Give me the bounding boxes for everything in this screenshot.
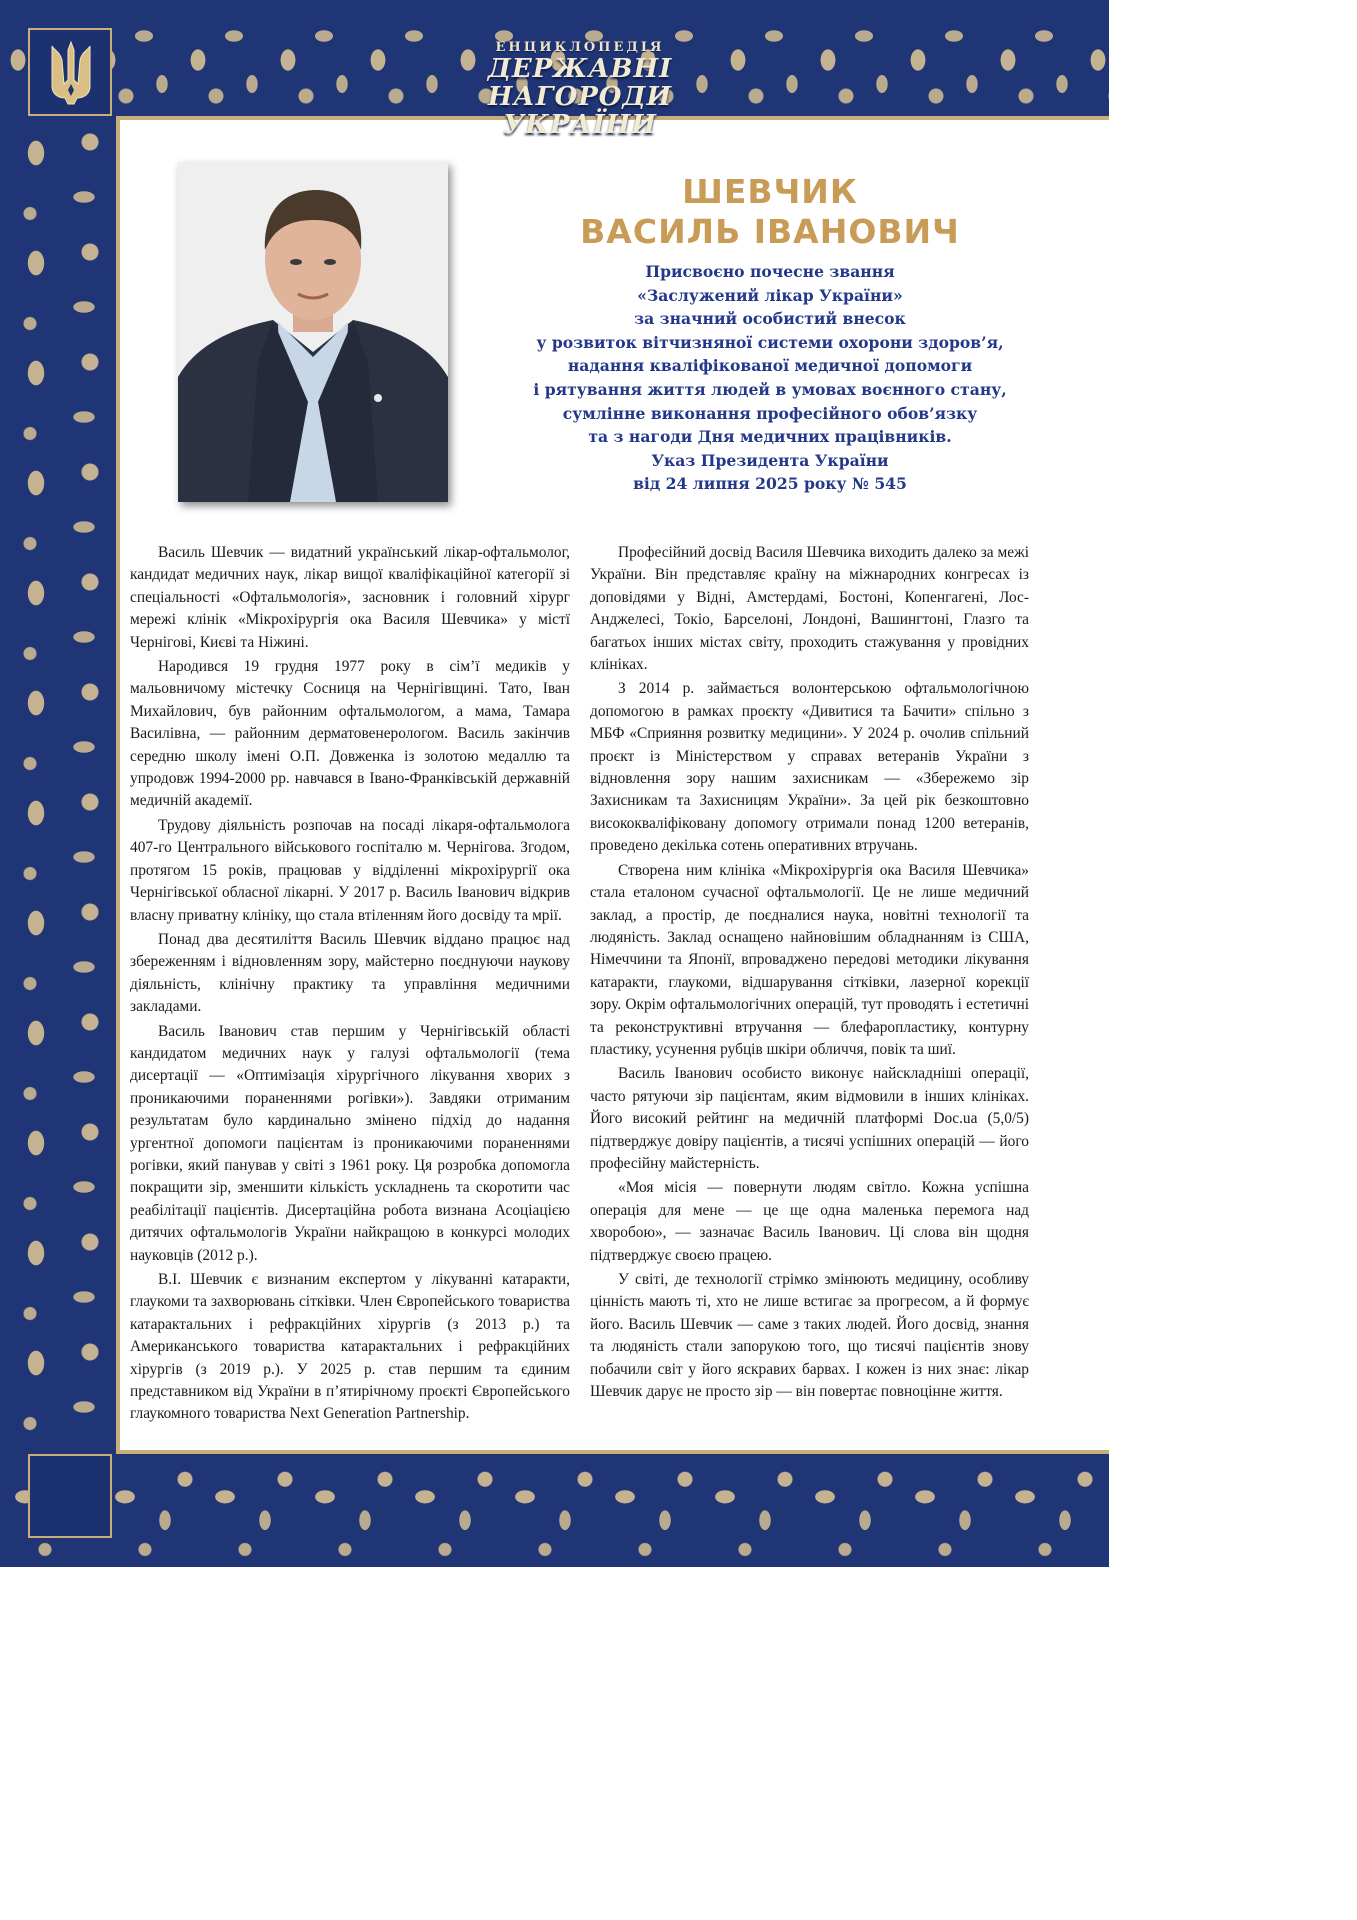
award-line: і рятування життя людей в умовах воєнного стану, — [533, 379, 1007, 399]
biography-paragraph: Трудову діяльність розпочав на посаді лікаря-офтальмолога 407-го Центрального військового госпіталю м. Чернігова. Згодом, протягом 15 років, працював у відділенні мікрохірургії ока Чернігівської обласної лікарні. У 2017 р. Василь Іванович відкрив власну приватну клініку, що стала втіленням його досвіду та мрії. — [130, 816, 570, 924]
person-surname: ШЕВЧИК — [682, 172, 858, 211]
biography-paragraph: З 2014 р. займається волонтерською офтальмологічною допомогою в рамках проєкту «Дивитися та Бачити» спільно з МБФ «Сприяння розвитку медицини». У 2024 р. очолив спільний проєкт із Міністерством у справах ветеранів України з відновлення зору нашим захисникам — «Збережемо зір Захисникам та Захисницям України». За цей рік безкоштовно висококваліфіковану допомогу отримали понад 1200 ветеранів, проведено декілька сотень оперативних втручань. — [590, 680, 1029, 855]
biography-paragraph: Професійний досвід Василя Шевчика виходить далеко за межі України. Він представляє країну на міжнародних конгресах із доповідями у Відні, Амстердамі, Бостоні, Копенгагені, Лос-Анджелесі, Токіо, Барселоні, Лондоні, Вашингтоні, Глазго та багатьох інших містах світу, проходить стажування у провідних клініках. — [590, 544, 1029, 674]
biography-paragraph: У світі, де технології стрімко змінюють медицину, особливу цінність мають ті, хто не лише встигає за прогресом, а й формує його. Василь Шевчик — саме з таких людей. Його досвід, знання та людяність стали запорукою того, що тисячі пацієнтів знову побачили світ у його яскравих барвах. І кожен із них знає: лікар Шевчик дарує не просто зір — він повертає повноцінне життя. — [590, 1271, 1029, 1401]
award-line: Присвоєно почесне звання — [645, 262, 895, 281]
trident-emblem-icon — [50, 40, 92, 106]
biography-paragraph: Створена ним клініка «Мікрохірургія ока Василя Шевчика» стала еталоном сучасної офтальмології. Це не лише медичний заклад, а простір, де поєдналися наука, новітні технології та людяність. Заклад оснащено найновішим обладнанням із США, Німеччини та Японії, впроваджено передові методики лікування катаракти, глаукоми, відшарування сітківки, лазерної корекції зору. Окрім офтальмологічних операцій, тут проводять і естетичні та реконструктивні втручання — блефаропластику, контурну пластику, усунення рубців шкіри обличчя, повік та шиї. — [590, 861, 1029, 1058]
portrait-illustration — [178, 162, 448, 502]
award-statement — [520, 260, 1020, 496]
header-title-line1: ДЕРЖАВНІ НАГОРОДИ — [487, 54, 673, 112]
biography-paragraph: Василь Іванович особисто виконує найскладніші операції, часто рятуючи зір пацієнтам, яким відмовили в інших клініках. Його високий рейтинг на медичній платформі Doc.ua (5,0/5) підтверджує довіру пацієнтів, а тисячі успішних операцій — його професійну майстерність. — [590, 1065, 1029, 1172]
encyclopedia-header — [400, 40, 760, 140]
frame-gold-line-bottom — [116, 1450, 1109, 1454]
award-line: від 24 липня 2025 року № 545 — [633, 474, 907, 494]
award-line: «Заслужений лікар України» — [637, 285, 903, 305]
biography-paragraph: «Моя місія — повернути людям світло. Кожна успішна операція для мене — це ще одна маленька перемога над хворобою», — зазначає Василь Іванович. Ці слова він щодня підтверджує своєю працею. — [590, 1179, 1029, 1264]
biography-paragraph: Понад два десятиліття Василь Шевчик віддано працює над збереженням і відновленням зору, майстерно поєднуючи наукову діяльність, клінічну практику та управління медичними закладами. — [130, 930, 570, 1016]
ornament-frame-bottom — [0, 1450, 1109, 1567]
person-name-block — [530, 172, 1010, 252]
header-subtitle: ЕНЦИКЛОПЕДІЯ — [495, 40, 665, 55]
award-line: надання кваліфікованої медичної допомоги — [567, 356, 973, 376]
frame-gold-line-left — [116, 116, 120, 1454]
biography-paragraph: В.І. Шевчик є визнаним експертом у лікуванні катаракти, глаукоми та захворювань сітківки. Член Європейського товариства катарактальних і рефракційних хірургів (з 2013 р.) та Американського товариства катарактальних і рефракційних хірургів (з 2019 р.). У 2025 р. став першим та єдиним представником від України в п’ятирічному проєкті Європейського глаукомного товариства Next Generation Partnership. — [130, 1271, 570, 1423]
award-line: сумлінне виконання професійного обов’язку — [562, 403, 978, 423]
biography-column-left — [130, 542, 570, 1428]
award-line: у розвиток вітчизняної системи охорони здоров’я, — [536, 332, 1004, 352]
biography-paragraph: Народився 19 грудня 1977 року в сім’ї медиків у мальовничому містечку Сосниця на Чернігівщині. Тато, Іван Михайлович, був районним офтальмологом, а мама, Тамара Василівна, — районним дерматовенерологом. Василь закінчив середню школу імені О.П. Довженка із золотою медаллю та упродовж 1994-2000 рр. навчався в Івано-Франківській державній медичній академії. — [130, 658, 570, 810]
award-line: Указ Президента України — [651, 450, 889, 470]
biography-column-right — [590, 542, 1029, 1405]
biography-paragraph: Василь Шевчик — видатний український лікар-офтальмолог, кандидат медичних наук, лікар вищої кваліфікаційної категорії зі спеціальності «Офтальмологія», засновник і головний хірург мережі клінік «Мікрохірургія ока Василя Шевчика» у містї Чернігові, Києві та Ніжині. — [130, 544, 570, 651]
ornament-frame-left — [0, 120, 120, 1450]
award-line: та з нагоди Дня медичних працівників. — [588, 427, 952, 447]
person-given-names: ВАСИЛЬ ІВАНОВИЧ — [580, 212, 960, 251]
header-title-line2: УКРАЇНИ — [503, 110, 657, 140]
portrait-photo — [178, 162, 448, 502]
award-line: за значний особистий внесок — [634, 309, 906, 329]
corner-ornament-bottom — [28, 1454, 112, 1538]
biography-paragraph: Василь Іванович став першим у Чернігівській області кандидатом медичних наук у галузі офтальмології (тема дисертації — «Оптимізація хірургічного лікування хворих з проникаючими пораненнями рогівки»). Завдяки отриманим результатам було кардинально змінено підхід до надання ургентної допомоги пацієнтам із проникаючими пораненнями рогівки, який панував у світі з 1961 року. Ця розробка допомогла покращити зір, зменшити кількість ускладнень та скоротити час реабілітації пацієнтів. Дисертаційна робота визнана Асоціацією дитячих офтальмологів України найкращою в конкурсі молодих науковців (2012 р.). — [130, 1022, 570, 1264]
